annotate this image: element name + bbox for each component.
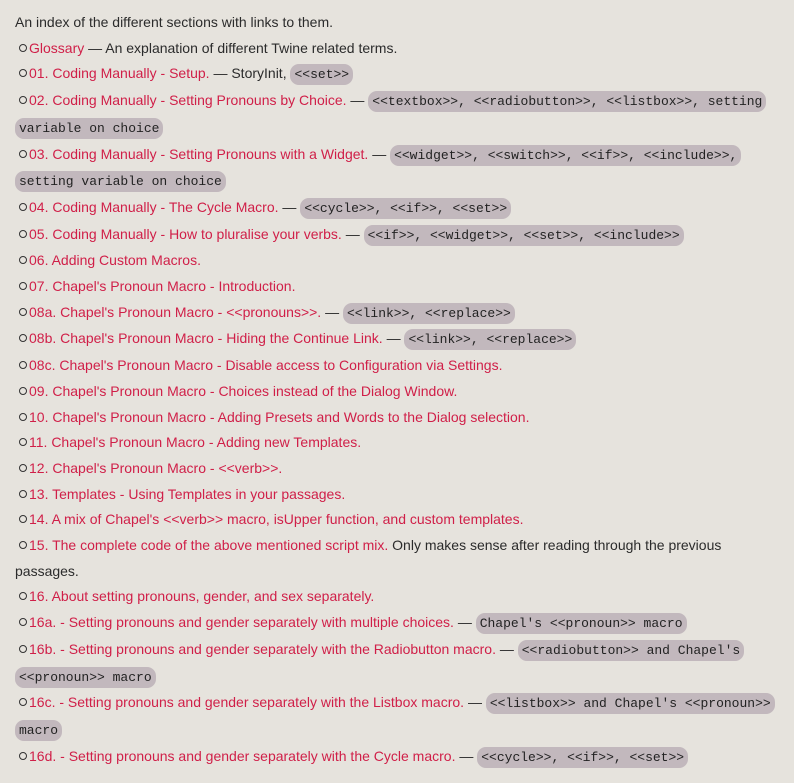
section-link[interactable]: 02. Coding Manually - Setting Pronouns by Choice.	[29, 92, 347, 109]
bullet-icon	[19, 69, 27, 77]
section-link[interactable]: 09. Chapel's Pronoun Macro - Choices instead of the Dialog Window.	[29, 382, 458, 399]
bullet-icon	[19, 282, 27, 290]
bullet-icon	[19, 698, 27, 706]
macro-code-badge: <<if>>, <<widget>>, <<set>>, <<include>>	[364, 225, 684, 246]
bullet-icon	[19, 413, 27, 421]
section-description: An explanation of different Twine related terms.	[105, 39, 398, 56]
bullet-icon	[19, 618, 27, 626]
section-link[interactable]: 04. Coding Manually - The Cycle Macro.	[29, 198, 279, 215]
macro-code-badge: <<radiobutton>> and Chapel's <<pronoun>> macro	[15, 640, 744, 688]
bullet-icon	[19, 515, 27, 523]
section-link[interactable]: 13. Templates - Using Templates in your passages.	[29, 485, 346, 502]
section-link[interactable]: 01. Coding Manually - Setup.	[29, 65, 210, 82]
em-dash: —	[499, 640, 514, 657]
bullet-icon	[19, 334, 27, 342]
list-item	[15, 456, 780, 482]
section-link[interactable]: 08a. Chapel's Pronoun Macro - <<pronouns>>.	[29, 303, 322, 320]
list-item	[15, 610, 780, 637]
bullet-icon	[19, 490, 27, 498]
list-item	[15, 300, 780, 327]
section-link[interactable]: 11. Chapel's Pronoun Macro - Adding new Templates.	[29, 434, 362, 451]
macro-code-badge: <<set>>	[290, 64, 353, 85]
section-link[interactable]: 16. About setting pronouns, gender, and sex separately.	[29, 588, 375, 605]
em-dash: —	[325, 303, 340, 320]
em-dash: —	[345, 225, 360, 242]
section-description: Only makes sense after reading through the previous passages.	[15, 537, 722, 579]
list-item	[15, 690, 780, 743]
macro-code-badge: <<link>>, <<replace>>	[404, 329, 576, 350]
macro-code-badge: <<link>>, <<replace>>	[343, 303, 515, 324]
bullet-icon	[19, 256, 27, 264]
section-link[interactable]: 05. Coding Manually - How to pluralise your verbs.	[29, 225, 342, 242]
list-item	[15, 326, 780, 353]
list-item	[15, 353, 780, 379]
list-item	[15, 507, 780, 533]
section-link[interactable]: 08b. Chapel's Pronoun Macro - Hiding the Continue Link.	[29, 330, 383, 347]
bullet-icon	[19, 464, 27, 472]
list-item	[15, 405, 780, 431]
bullet-icon	[19, 361, 27, 369]
section-link[interactable]: 16d. - Setting pronouns and gender separately with the Cycle macro.	[29, 747, 456, 764]
section-description: StoryInit,	[231, 65, 287, 82]
list-item	[15, 142, 780, 195]
bullet-icon	[19, 387, 27, 395]
bullet-icon	[19, 230, 27, 238]
macro-code-badge: <<widget>>, <<switch>>, <<if>>, <<include>>, setting variable on choice	[15, 145, 741, 193]
intro-text: An index of the different sections with links to them.	[15, 14, 334, 30]
bullet-icon	[19, 541, 27, 549]
bullet-icon	[19, 308, 27, 316]
section-link[interactable]: 03. Coding Manually - Setting Pronouns with a Widget.	[29, 145, 369, 162]
section-link[interactable]: 16a. - Setting pronouns and gender separately with multiple choices.	[29, 614, 454, 631]
bullet-icon	[19, 203, 27, 211]
bullet-icon	[19, 150, 27, 158]
macro-code-badge: <<cycle>>, <<if>>, <<set>>	[477, 747, 688, 768]
em-dash: —	[467, 694, 482, 711]
em-dash: —	[386, 330, 401, 347]
list-item	[15, 36, 780, 62]
section-link[interactable]: 14. A mix of Chapel's <<verb>> macro, isUpper function, and custom templates.	[29, 511, 524, 528]
bullet-icon	[19, 752, 27, 760]
section-link[interactable]: 06. Adding Custom Macros.	[29, 252, 201, 269]
list-item	[15, 533, 780, 584]
em-dash: —	[282, 198, 297, 215]
section-link[interactable]: 08c. Chapel's Pronoun Macro - Disable access to Configuration via Settings.	[29, 357, 503, 374]
section-link[interactable]: 12. Chapel's Pronoun Macro - <<verb>>.	[29, 459, 283, 476]
section-link[interactable]: 16c. - Setting pronouns and gender separately with the Listbox macro.	[29, 694, 465, 711]
section-link[interactable]: 15. The complete code of the above mentioned script mix.	[29, 537, 389, 554]
bullet-icon	[19, 44, 27, 52]
list-item	[15, 744, 780, 771]
macro-code-badge: <<cycle>>, <<if>>, <<set>>	[300, 198, 511, 219]
list-item	[15, 637, 780, 690]
section-link[interactable]: 16b. - Setting pronouns and gender separately with the Radiobutton macro.	[29, 640, 496, 657]
macro-code-badge: <<textbox>>, <<radiobutton>>, <<listbox>>, setting variable on choice	[15, 91, 766, 139]
section-link[interactable]: 10. Chapel's Pronoun Macro - Adding Presets and Words to the Dialog selection.	[29, 408, 530, 425]
list-item	[15, 274, 780, 300]
em-dash: —	[88, 39, 103, 56]
list-item	[15, 88, 780, 141]
em-dash: —	[459, 747, 474, 764]
macro-code-badge: <<listbox>> and Chapel's <<pronoun>> macro	[15, 693, 775, 741]
list-item	[15, 61, 780, 88]
section-index-list	[15, 36, 780, 771]
section-link[interactable]: Glossary	[29, 39, 85, 56]
section-link[interactable]: 07. Chapel's Pronoun Macro - Introduction.	[29, 278, 296, 295]
list-item	[15, 222, 780, 249]
list-item	[15, 430, 780, 456]
em-dash: —	[372, 145, 387, 162]
list-item	[15, 584, 780, 610]
list-item	[15, 248, 780, 274]
em-dash: —	[457, 614, 472, 631]
bullet-icon	[19, 96, 27, 104]
bullet-icon	[19, 592, 27, 600]
bullet-icon	[19, 438, 27, 446]
list-item	[15, 482, 780, 508]
list-item	[15, 195, 780, 222]
em-dash: —	[213, 65, 228, 82]
em-dash: —	[350, 92, 365, 109]
list-item	[15, 379, 780, 405]
macro-code-badge: Chapel's <<pronoun>> macro	[476, 613, 687, 634]
bullet-icon	[19, 645, 27, 653]
